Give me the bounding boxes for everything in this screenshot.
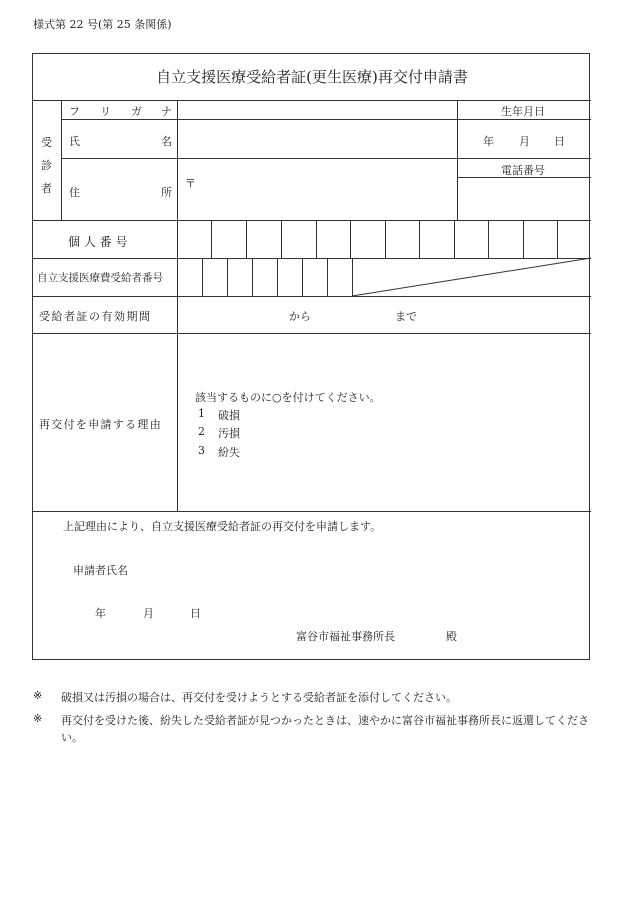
note-2	[33, 712, 603, 746]
address-label-2: 所	[161, 186, 172, 199]
reason-instruction: 該当するものに○を付けてください。	[195, 391, 381, 404]
reason-option-3[interactable]: 紛失	[218, 446, 240, 459]
addressee: 富谷市福祉事務所長	[296, 630, 395, 643]
reason-label: 再交付を申請する理由	[39, 418, 162, 431]
note-1-mark: ※	[33, 689, 43, 702]
name-label-2: 名	[161, 135, 172, 148]
applicant-name-input[interactable]	[143, 556, 343, 578]
birth-month-label: 月	[519, 135, 530, 148]
address-label-1: 住	[69, 186, 80, 199]
date-day-label: 日	[190, 607, 201, 620]
applicant-group-label-2: 診	[41, 159, 52, 172]
addressee-honorific: 殿	[446, 630, 457, 643]
furigana-label-4: ナ	[161, 105, 172, 118]
address-input[interactable]	[199, 160, 455, 218]
name-label-1: 氏	[69, 135, 80, 148]
reason-option-2[interactable]: 汚損	[218, 427, 240, 440]
personal-number-input[interactable]	[178, 221, 590, 257]
reason-option-1-number: 1	[198, 407, 205, 420]
declaration-statement: 上記理由により、自立支援医療受給者証の再交付を申請します。	[63, 520, 382, 533]
validity-from: から	[289, 310, 311, 323]
personal-number-label: 個 人 番 号	[68, 235, 128, 249]
applicant-name-label: 申請者氏名	[73, 564, 128, 577]
name-input[interactable]	[179, 121, 455, 157]
form-reference: 様式第 22 号(第 25 条関係)	[33, 18, 172, 31]
note-2-text: 再交付を受けた後、紛失した受給者証が見つかったときは、速やかに富谷市福祉事務所長に返還してください。	[61, 714, 589, 744]
date-year-label: 年	[95, 607, 106, 620]
birth-year-label: 年	[483, 135, 494, 148]
phone-label: 電話番号	[501, 164, 545, 177]
recipient-number-label: 自立支援医療費受給者番号	[37, 272, 163, 284]
birth-date-label: 生年月日	[501, 105, 545, 118]
note-1	[33, 689, 603, 706]
form-title: 自立支援医療受給者証(更生医療)再交付申請書	[156, 68, 468, 86]
reason-option-3-number: 3	[198, 444, 205, 457]
furigana-input[interactable]	[179, 101, 455, 118]
applicant-group-label-1: 受	[41, 136, 52, 149]
recipient-number-input[interactable]	[178, 259, 352, 295]
reason-option-2-number: 2	[198, 425, 205, 438]
furigana-label-3: ガ	[131, 105, 142, 118]
note-2-mark: ※	[33, 712, 43, 725]
furigana-label-1: フ	[69, 105, 80, 118]
birth-day-label: 日	[554, 135, 565, 148]
note-1-text: 破損又は汚損の場合は、再交付を受けようとする受給者証を添付してください。	[61, 691, 457, 704]
date-month-label: 月	[143, 607, 154, 620]
postal-mark: 〒	[185, 177, 196, 190]
furigana-label-2: リ	[100, 105, 111, 118]
validity-label: 受給者証の有効期間	[39, 310, 152, 323]
applicant-group-label-3: 者	[41, 182, 52, 195]
validity-to: まで	[395, 310, 417, 323]
application-form	[32, 53, 590, 660]
phone-input[interactable]	[459, 179, 589, 219]
reason-option-1[interactable]: 破損	[218, 409, 240, 422]
